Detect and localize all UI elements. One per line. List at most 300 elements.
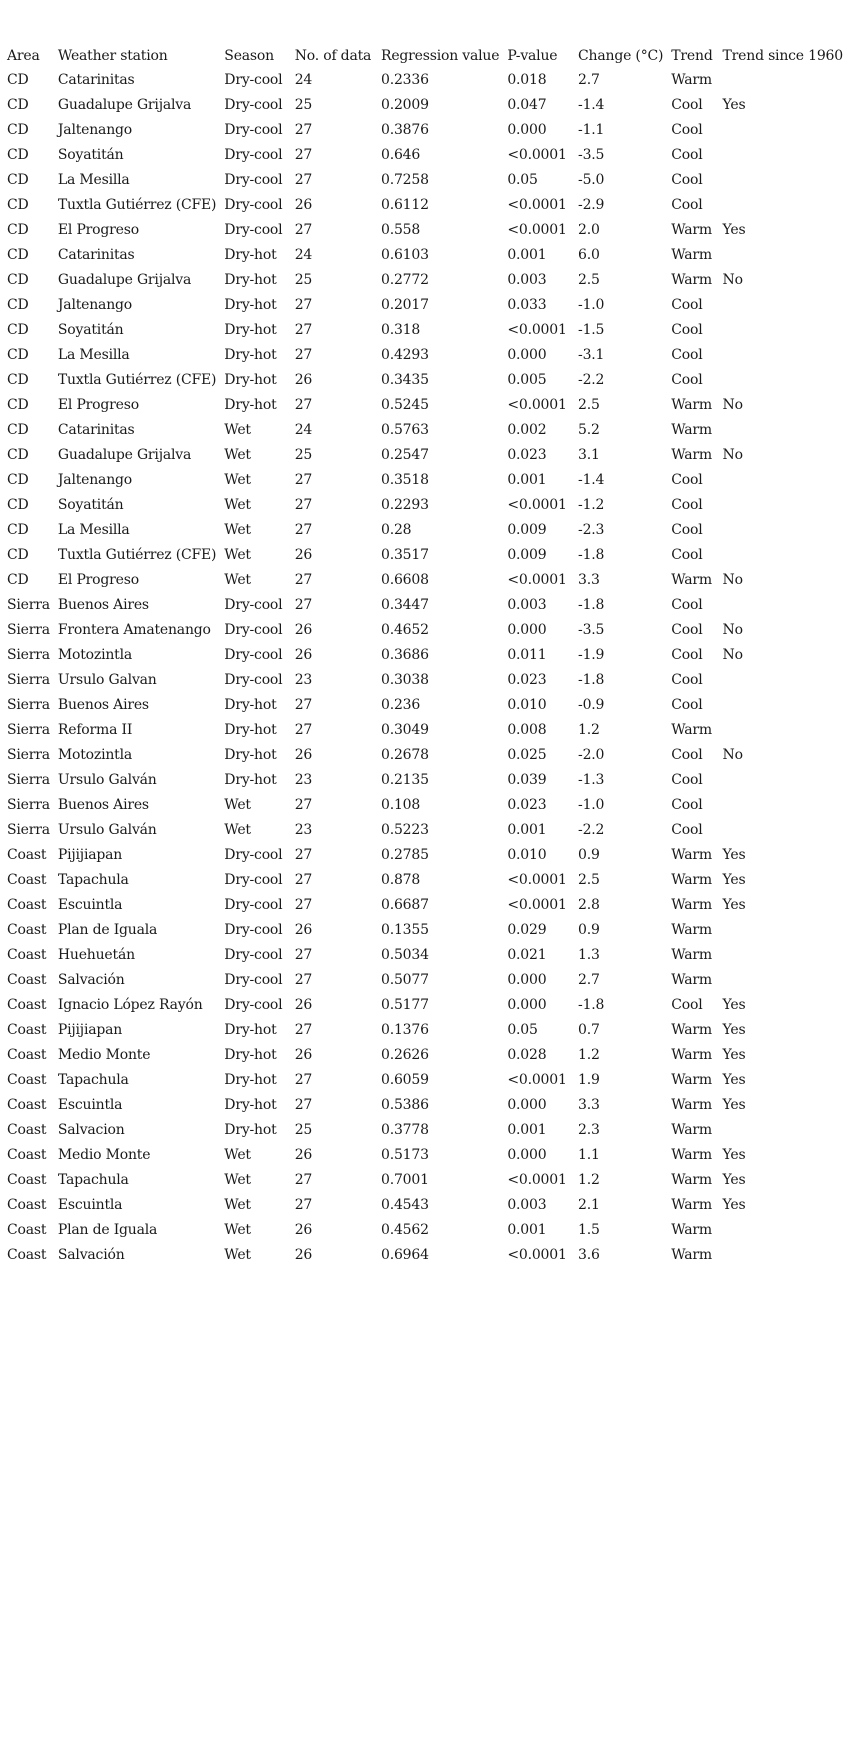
cell-trend: Cool: [671, 97, 703, 113]
table-body: [3, 68, 847, 1268]
cell-regression-value: 0.6112: [380, 197, 429, 213]
table-row: [3, 493, 847, 518]
cell-p-value: 0.005: [507, 372, 547, 388]
cell-season: Dry-cool: [224, 897, 283, 913]
cell-trend-since-1960: [719, 518, 847, 543]
cell-trend: Cool: [671, 547, 703, 563]
cell-area: CD: [7, 447, 29, 463]
cell-regression-value: 0.4293: [380, 347, 429, 363]
cell-weather-station: Frontera Amatenango: [57, 622, 211, 638]
cell-p-value: <0.0001: [507, 872, 567, 888]
table-row: [3, 943, 847, 968]
cell-change: 1.2: [578, 722, 600, 738]
cell-change: -2.2: [578, 372, 605, 388]
cell-trend: Cool: [671, 147, 703, 163]
cell-regression-value: 0.2626: [380, 1047, 429, 1063]
header-regression-value: Regression value: [380, 48, 500, 64]
cell-no-of-data: 27: [294, 897, 313, 913]
cell-no-of-data: 25: [294, 272, 313, 288]
cell-area: Coast: [7, 872, 47, 888]
cell-regression-value: 0.5386: [380, 1097, 429, 1113]
cell-p-value: 0.003: [507, 272, 547, 288]
table-row: [3, 118, 847, 143]
cell-change: 2.1: [578, 1197, 600, 1213]
cell-trend-since-1960: [719, 168, 847, 193]
cell-no-of-data: 26: [294, 747, 313, 763]
cell-trend-since-1960: [719, 193, 847, 218]
cell-trend-since-1960: [719, 818, 847, 843]
cell-trend: Warm: [671, 247, 712, 263]
table-row: [3, 293, 847, 318]
cell-trend-since-1960: [719, 493, 847, 518]
cell-p-value: 0.000: [507, 622, 547, 638]
cell-no-of-data: 27: [294, 1172, 313, 1188]
cell-trend: Warm: [671, 1122, 712, 1138]
cell-regression-value: 0.2135: [380, 772, 429, 788]
cell-trend: Cool: [671, 597, 703, 613]
cell-weather-station: Jaltenango: [57, 472, 133, 488]
table-row: [3, 743, 847, 768]
cell-regression-value: 0.5763: [380, 422, 429, 438]
cell-no-of-data: 27: [294, 872, 313, 888]
cell-regression-value: 0.3038: [380, 672, 429, 688]
cell-change: 6.0: [578, 247, 600, 263]
cell-regression-value: 0.4543: [380, 1197, 429, 1213]
cell-regression-value: 0.7258: [380, 172, 429, 188]
cell-weather-station: Escuintla: [57, 1197, 123, 1213]
cell-trend: Warm: [671, 872, 712, 888]
cell-trend: Cool: [671, 122, 703, 138]
cell-season: Dry-cool: [224, 172, 283, 188]
cell-trend-since-1960: [719, 693, 847, 718]
cell-season: Wet: [224, 522, 251, 538]
cell-weather-station: Plan de Iguala: [57, 922, 158, 938]
cell-season: Dry-hot: [224, 722, 277, 738]
header-area: Area: [7, 48, 40, 64]
cell-weather-station: Tuxtla Gutiérrez (CFE): [57, 372, 217, 388]
cell-regression-value: 0.5077: [380, 972, 429, 988]
table-row: [3, 693, 847, 718]
cell-p-value: 0.009: [507, 547, 547, 563]
table-row: [3, 868, 847, 893]
cell-area: CD: [7, 197, 29, 213]
cell-regression-value: 0.3517: [380, 547, 429, 563]
cell-trend: Warm: [671, 972, 712, 988]
cell-weather-station: Tapachula: [57, 872, 129, 888]
cell-trend: Warm: [671, 272, 712, 288]
cell-trend-since-1960: [719, 793, 847, 818]
cell-trend-since-1960: No: [722, 272, 743, 288]
cell-area: Coast: [7, 1247, 47, 1263]
cell-weather-station: Guadalupe Grijalva: [57, 272, 192, 288]
cell-regression-value: 0.6059: [380, 1072, 429, 1088]
cell-no-of-data: 27: [294, 522, 313, 538]
cell-weather-station: Buenos Aires: [57, 597, 149, 613]
cell-season: Dry-cool: [224, 947, 283, 963]
cell-area: CD: [7, 372, 29, 388]
cell-trend: Cool: [671, 747, 703, 763]
cell-regression-value: 0.2017: [380, 297, 429, 313]
cell-trend: Warm: [671, 1172, 712, 1188]
cell-weather-station: El Progreso: [57, 222, 139, 238]
cell-weather-station: Soyatitán: [57, 497, 124, 513]
cell-weather-station: Soyatitán: [57, 322, 124, 338]
cell-regression-value: 0.6103: [380, 247, 429, 263]
cell-no-of-data: 27: [294, 572, 313, 588]
cell-trend: Warm: [671, 72, 712, 88]
cell-weather-station: Motozintla: [57, 647, 133, 663]
cell-season: Wet: [224, 1197, 251, 1213]
cell-no-of-data: 27: [294, 722, 313, 738]
cell-area: Coast: [7, 1072, 47, 1088]
table-row: [3, 718, 847, 743]
cell-trend: Warm: [671, 897, 712, 913]
cell-change: 3.3: [578, 1097, 600, 1113]
cell-trend: Warm: [671, 572, 712, 588]
cell-weather-station: Ursulo Galván: [57, 772, 157, 788]
cell-season: Dry-cool: [224, 622, 283, 638]
cell-trend: Cool: [671, 797, 703, 813]
cell-weather-station: Motozintla: [57, 747, 133, 763]
cell-regression-value: 0.3518: [380, 472, 429, 488]
cell-trend: Warm: [671, 1072, 712, 1088]
cell-regression-value: 0.5034: [380, 947, 429, 963]
cell-trend-since-1960: Yes: [722, 1172, 746, 1188]
cell-trend: Warm: [671, 1147, 712, 1163]
cell-area: Coast: [7, 1097, 47, 1113]
cell-trend-since-1960: [719, 968, 847, 993]
cell-regression-value: 0.3686: [380, 647, 429, 663]
cell-area: Coast: [7, 1122, 47, 1138]
cell-p-value: 0.000: [507, 972, 547, 988]
cell-trend-since-1960: Yes: [722, 997, 746, 1013]
cell-regression-value: 0.6687: [380, 897, 429, 913]
table-row: [3, 1193, 847, 1218]
cell-trend: Cool: [671, 672, 703, 688]
cell-season: Wet: [224, 1222, 251, 1238]
cell-change: -0.9: [578, 697, 605, 713]
cell-p-value: 0.023: [507, 672, 547, 688]
cell-season: Dry-cool: [224, 72, 283, 88]
cell-no-of-data: 27: [294, 122, 313, 138]
cell-area: CD: [7, 172, 29, 188]
cell-weather-station: Guadalupe Grijalva: [57, 97, 192, 113]
cell-area: Sierra: [7, 647, 50, 663]
header-season: Season: [224, 48, 274, 64]
cell-weather-station: Medio Monte: [57, 1047, 151, 1063]
table-row: [3, 543, 847, 568]
cell-trend-since-1960: Yes: [722, 847, 746, 863]
cell-season: Wet: [224, 472, 251, 488]
cell-regression-value: 0.6964: [380, 1247, 429, 1263]
cell-trend: Cool: [671, 697, 703, 713]
table-row: [3, 68, 847, 93]
cell-regression-value: 0.3435: [380, 372, 429, 388]
cell-season: Dry-hot: [224, 1047, 277, 1063]
cell-change: -3.5: [578, 147, 605, 163]
cell-no-of-data: 26: [294, 1222, 313, 1238]
cell-trend: Cool: [671, 347, 703, 363]
cell-area: Coast: [7, 1022, 47, 1038]
table-row: [3, 193, 847, 218]
cell-p-value: 0.025: [507, 747, 547, 763]
cell-regression-value: 0.3778: [380, 1122, 429, 1138]
table-row: [3, 843, 847, 868]
cell-change: -2.9: [578, 197, 605, 213]
cell-no-of-data: 27: [294, 322, 313, 338]
cell-no-of-data: 26: [294, 622, 313, 638]
cell-p-value: 0.000: [507, 1097, 547, 1113]
cell-season: Dry-cool: [224, 847, 283, 863]
cell-no-of-data: 26: [294, 1147, 313, 1163]
cell-no-of-data: 25: [294, 447, 313, 463]
cell-regression-value: 0.2293: [380, 497, 429, 513]
cell-trend-since-1960: [719, 118, 847, 143]
cell-p-value: 0.023: [507, 447, 547, 463]
table-row: [3, 893, 847, 918]
cell-trend-since-1960: No: [722, 572, 743, 588]
cell-trend: Warm: [671, 1097, 712, 1113]
cell-area: Coast: [7, 947, 47, 963]
cell-p-value: <0.0001: [507, 897, 567, 913]
cell-trend: Cool: [671, 172, 703, 188]
cell-season: Wet: [224, 572, 251, 588]
cell-trend-since-1960: [719, 143, 847, 168]
cell-p-value: 0.002: [507, 422, 547, 438]
cell-no-of-data: 27: [294, 1197, 313, 1213]
cell-change: 2.5: [578, 397, 600, 413]
cell-area: Coast: [7, 897, 47, 913]
table-row: [3, 243, 847, 268]
cell-area: CD: [7, 472, 29, 488]
cell-area: CD: [7, 572, 29, 588]
cell-trend: Cool: [671, 997, 703, 1013]
cell-change: 1.3: [578, 947, 600, 963]
cell-no-of-data: 27: [294, 847, 313, 863]
cell-no-of-data: 26: [294, 997, 313, 1013]
cell-change: -1.1: [578, 122, 605, 138]
cell-trend-since-1960: [719, 1243, 847, 1268]
cell-regression-value: 0.2009: [380, 97, 429, 113]
cell-season: Wet: [224, 497, 251, 513]
table-row: [3, 1043, 847, 1068]
cell-change: 1.5: [578, 1222, 600, 1238]
cell-trend-since-1960: No: [722, 447, 743, 463]
cell-no-of-data: 24: [294, 247, 313, 263]
cell-trend-since-1960: Yes: [722, 1097, 746, 1113]
cell-area: Sierra: [7, 797, 50, 813]
cell-trend-since-1960: No: [722, 397, 743, 413]
cell-season: Dry-hot: [224, 272, 277, 288]
cell-season: Dry-hot: [224, 297, 277, 313]
cell-regression-value: 0.646: [380, 147, 421, 163]
cell-season: Dry-cool: [224, 972, 283, 988]
cell-p-value: 0.018: [507, 72, 547, 88]
cell-change: 3.1: [578, 447, 600, 463]
cell-area: CD: [7, 297, 29, 313]
table-row: [3, 1118, 847, 1143]
cell-trend: Warm: [671, 222, 712, 238]
cell-change: 1.9: [578, 1072, 600, 1088]
cell-area: CD: [7, 72, 29, 88]
cell-regression-value: 0.108: [380, 797, 421, 813]
cell-change: 2.7: [578, 972, 600, 988]
cell-area: CD: [7, 347, 29, 363]
header-trend: Trend: [671, 48, 713, 64]
cell-weather-station: Reforma II: [57, 722, 133, 738]
header-no-of-data: No. of data: [294, 48, 372, 64]
cell-change: 3.6: [578, 1247, 600, 1263]
cell-trend-since-1960: [719, 943, 847, 968]
cell-regression-value: 0.5177: [380, 997, 429, 1013]
cell-trend-since-1960: [719, 293, 847, 318]
cell-p-value: <0.0001: [507, 322, 567, 338]
cell-no-of-data: 27: [294, 347, 313, 363]
header-row: [3, 44, 847, 68]
cell-regression-value: 0.3876: [380, 122, 429, 138]
cell-weather-station: Escuintla: [57, 1097, 123, 1113]
cell-p-value: 0.05: [507, 172, 538, 188]
cell-p-value: <0.0001: [507, 147, 567, 163]
cell-trend: Cool: [671, 772, 703, 788]
cell-no-of-data: 26: [294, 547, 313, 563]
cell-change: 0.9: [578, 922, 600, 938]
cell-no-of-data: 27: [294, 497, 313, 513]
cell-p-value: 0.001: [507, 1122, 547, 1138]
cell-no-of-data: 27: [294, 972, 313, 988]
cell-season: Dry-hot: [224, 772, 277, 788]
table-row: [3, 168, 847, 193]
cell-area: Sierra: [7, 597, 50, 613]
cell-area: Coast: [7, 1222, 47, 1238]
cell-change: -1.4: [578, 472, 605, 488]
cell-no-of-data: 26: [294, 197, 313, 213]
cell-no-of-data: 27: [294, 147, 313, 163]
cell-regression-value: 0.4562: [380, 1222, 429, 1238]
cell-area: CD: [7, 522, 29, 538]
cell-regression-value: 0.4652: [380, 622, 429, 638]
cell-season: Dry-cool: [224, 197, 283, 213]
cell-regression-value: 0.5173: [380, 1147, 429, 1163]
cell-season: Wet: [224, 447, 251, 463]
cell-season: Dry-hot: [224, 697, 277, 713]
cell-trend-since-1960: Yes: [722, 1022, 746, 1038]
cell-season: Dry-hot: [224, 397, 277, 413]
cell-weather-station: Salvacion: [57, 1122, 125, 1138]
cell-p-value: 0.001: [507, 472, 547, 488]
cell-season: Dry-cool: [224, 147, 283, 163]
cell-no-of-data: 27: [294, 797, 313, 813]
cell-p-value: 0.001: [507, 247, 547, 263]
cell-trend-since-1960: Yes: [722, 222, 746, 238]
cell-no-of-data: 27: [294, 1022, 313, 1038]
cell-weather-station: El Progreso: [57, 572, 139, 588]
cell-area: CD: [7, 147, 29, 163]
table-row: [3, 1168, 847, 1193]
table-row: [3, 1018, 847, 1043]
cell-season: Dry-hot: [224, 247, 277, 263]
cell-p-value: <0.0001: [507, 572, 567, 588]
cell-change: -1.8: [578, 997, 605, 1013]
cell-weather-station: Tapachula: [57, 1072, 129, 1088]
cell-trend: Warm: [671, 447, 712, 463]
table-row: [3, 368, 847, 393]
cell-weather-station: Jaltenango: [57, 122, 133, 138]
header-trend-since-1960: Trend since 1960: [722, 48, 843, 64]
cell-area: Sierra: [7, 697, 50, 713]
cell-change: 0.9: [578, 847, 600, 863]
cell-area: Coast: [7, 1197, 47, 1213]
cell-weather-station: Buenos Aires: [57, 797, 149, 813]
cell-p-value: <0.0001: [507, 1172, 567, 1188]
cell-trend: Warm: [671, 397, 712, 413]
table-row: [3, 393, 847, 418]
cell-weather-station: Pijijiapan: [57, 847, 123, 863]
cell-area: Sierra: [7, 772, 50, 788]
cell-weather-station: Salvación: [57, 1247, 125, 1263]
cell-season: Dry-hot: [224, 1122, 277, 1138]
table-row: [3, 1143, 847, 1168]
cell-weather-station: Ursulo Galván: [57, 822, 157, 838]
cell-area: Sierra: [7, 822, 50, 838]
cell-trend-since-1960: [719, 68, 847, 93]
cell-change: -5.0: [578, 172, 605, 188]
cell-trend: Cool: [671, 497, 703, 513]
cell-season: Dry-hot: [224, 1022, 277, 1038]
cell-area: CD: [7, 322, 29, 338]
cell-trend-since-1960: [719, 318, 847, 343]
cell-regression-value: 0.3049: [380, 722, 429, 738]
cell-area: CD: [7, 247, 29, 263]
cell-regression-value: 0.2785: [380, 847, 429, 863]
cell-season: Dry-hot: [224, 1072, 277, 1088]
cell-weather-station: La Mesilla: [57, 172, 130, 188]
cell-change: 0.7: [578, 1022, 600, 1038]
cell-change: -1.8: [578, 672, 605, 688]
cell-area: Coast: [7, 1172, 47, 1188]
cell-weather-station: Tuxtla Gutiérrez (CFE): [57, 197, 217, 213]
cell-season: Dry-cool: [224, 122, 283, 138]
cell-area: Coast: [7, 1047, 47, 1063]
cell-weather-station: Pijijiapan: [57, 1022, 123, 1038]
cell-season: Dry-cool: [224, 597, 283, 613]
cell-trend: Cool: [671, 522, 703, 538]
table-row: [3, 568, 847, 593]
cell-weather-station: Plan de Iguala: [57, 1222, 158, 1238]
cell-change: 5.2: [578, 422, 600, 438]
cell-trend: Warm: [671, 947, 712, 963]
table-row: [3, 443, 847, 468]
cell-no-of-data: 26: [294, 372, 313, 388]
cell-change: 2.5: [578, 272, 600, 288]
cell-area: CD: [7, 397, 29, 413]
cell-trend-since-1960: [719, 418, 847, 443]
cell-no-of-data: 27: [294, 947, 313, 963]
cell-no-of-data: 27: [294, 1097, 313, 1113]
cell-no-of-data: 25: [294, 97, 313, 113]
cell-season: Dry-hot: [224, 747, 277, 763]
cell-area: CD: [7, 122, 29, 138]
cell-trend-since-1960: No: [722, 647, 743, 663]
cell-weather-station: Catarinitas: [57, 422, 135, 438]
cell-no-of-data: 26: [294, 1247, 313, 1263]
header-p-value: P-value: [507, 48, 558, 64]
cell-regression-value: 0.1376: [380, 1022, 429, 1038]
cell-area: Sierra: [7, 672, 50, 688]
cell-p-value: 0.029: [507, 922, 547, 938]
cell-trend-since-1960: Yes: [722, 1147, 746, 1163]
cell-weather-station: Buenos Aires: [57, 697, 149, 713]
